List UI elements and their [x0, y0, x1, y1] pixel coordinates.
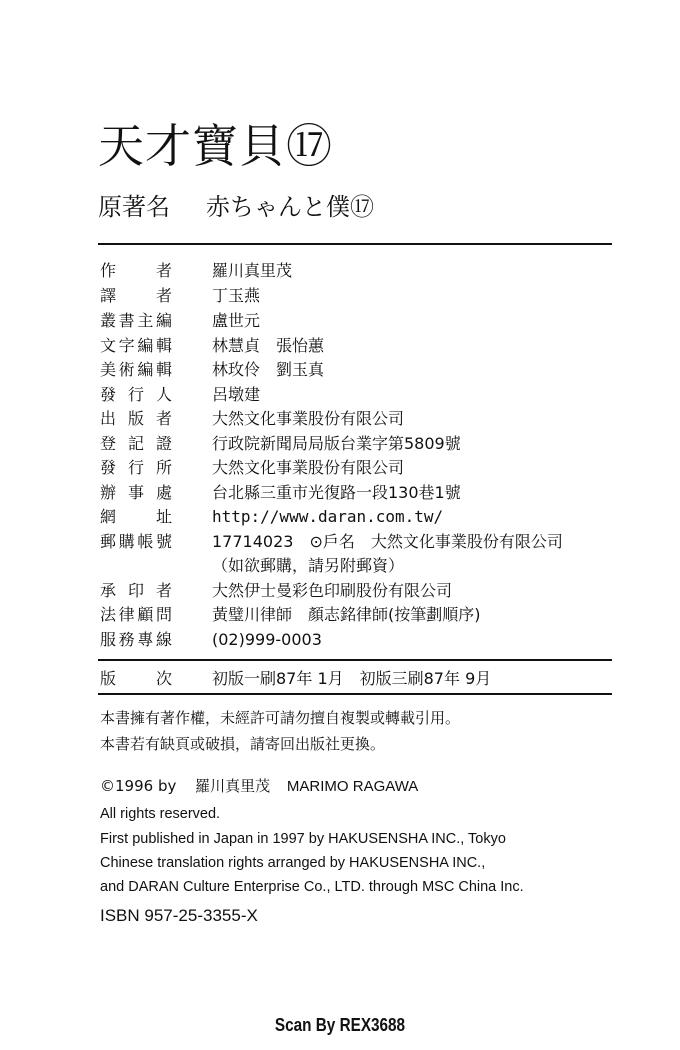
copyright-author-en: MARIMO RAGAWA [286, 778, 419, 795]
first-published: First published in Japan in 1997 by HAKUSENSHA INC., Tokyo [100, 831, 506, 847]
credit-label: 叢書主編 [100, 311, 172, 330]
credit-label: 美術編輯 [100, 360, 172, 379]
copyright-line [100, 775, 418, 798]
credit-label: 服務專線 [100, 630, 172, 649]
credit-value: 羅川真里茂 [212, 261, 293, 280]
credit-value: 行政院新聞局局版台業字第5809號 [212, 434, 461, 453]
original-title-value: 赤ちゃんと僕⑰ [206, 193, 374, 221]
credit-label: 郵購帳號 [100, 532, 172, 551]
credit-label: 譯 者 [100, 286, 172, 305]
credit-value: （如欲郵購，請另附郵資） [212, 556, 405, 575]
credit-value: 17714023 ⊙戶名 大然文化事業股份有限公司 [212, 532, 563, 551]
isbn: ISBN 957-25-3355-X [100, 906, 258, 925]
edition-value: 初版一刷87年 1月 初版三刷87年 9月 [212, 669, 492, 688]
original-title-label: 原著名 [98, 193, 170, 221]
credit-label: 法律顧問 [100, 605, 172, 624]
credit-label: 承印者 [100, 581, 172, 600]
credit-value: 大然文化事業股份有限公司 [212, 409, 405, 428]
copyright-notice: 本書擁有著作權，未經許可請勿擅自複製或轉載引用。 [100, 709, 461, 727]
credit-label: 文字編輯 [100, 336, 172, 355]
credit-label: 作 者 [100, 261, 172, 280]
credit-label: 出版者 [100, 409, 172, 428]
divider-middle [98, 659, 612, 661]
website-url[interactable]: http://www.daran.com.tw/ [212, 507, 444, 526]
credit-value: 林慧貞 張怡蕙 [212, 336, 325, 355]
credit-value: 黃璧川律師 顏志銘律師(按筆劃順序) [212, 605, 481, 624]
edition-label: 版 次 [100, 669, 172, 688]
credit-value: 台北縣三重市光復路一段130巷1號 [212, 483, 461, 502]
divider-bottom [98, 693, 612, 695]
translation-rights: Chinese translation rights arranged by HAKUSENSHA INC., [100, 855, 486, 871]
credit-value: 大然伊士曼彩色印刷股份有限公司 [212, 581, 453, 600]
credit-label: 網 址 [100, 507, 172, 526]
credit-label: 辦事處 [100, 483, 172, 502]
credit-label: 發行人 [100, 385, 172, 404]
credit-value: 大然文化事業股份有限公司 [212, 458, 405, 477]
credit-value: (02)999-0003 [212, 630, 322, 649]
scan-credit: Scan By REX3688 [274, 1015, 406, 1035]
book-title: 天才寶貝⑰ [98, 119, 333, 173]
original-title [98, 190, 374, 224]
rights-reserved: All rights reserved. [100, 806, 221, 822]
credit-label: 登記證 [100, 434, 172, 453]
credit-label: 發行所 [100, 458, 172, 477]
credit-value: 林玫伶 劉玉真 [212, 360, 325, 379]
credit-value: 丁玉燕 [212, 286, 261, 305]
copyright-author-cn: 羅川真里茂 [195, 777, 271, 795]
divider-top [98, 243, 612, 245]
credit-value: 盧世元 [212, 311, 261, 330]
defect-notice: 本書若有缺頁或破損，請寄回出版社更換。 [100, 735, 386, 753]
translation-rights-cont: and DARAN Culture Enterprise Co., LTD. through MSC China Inc. [100, 879, 524, 895]
credit-value: 呂墩建 [212, 385, 261, 404]
copyright-year: ©1996 by [100, 777, 177, 795]
